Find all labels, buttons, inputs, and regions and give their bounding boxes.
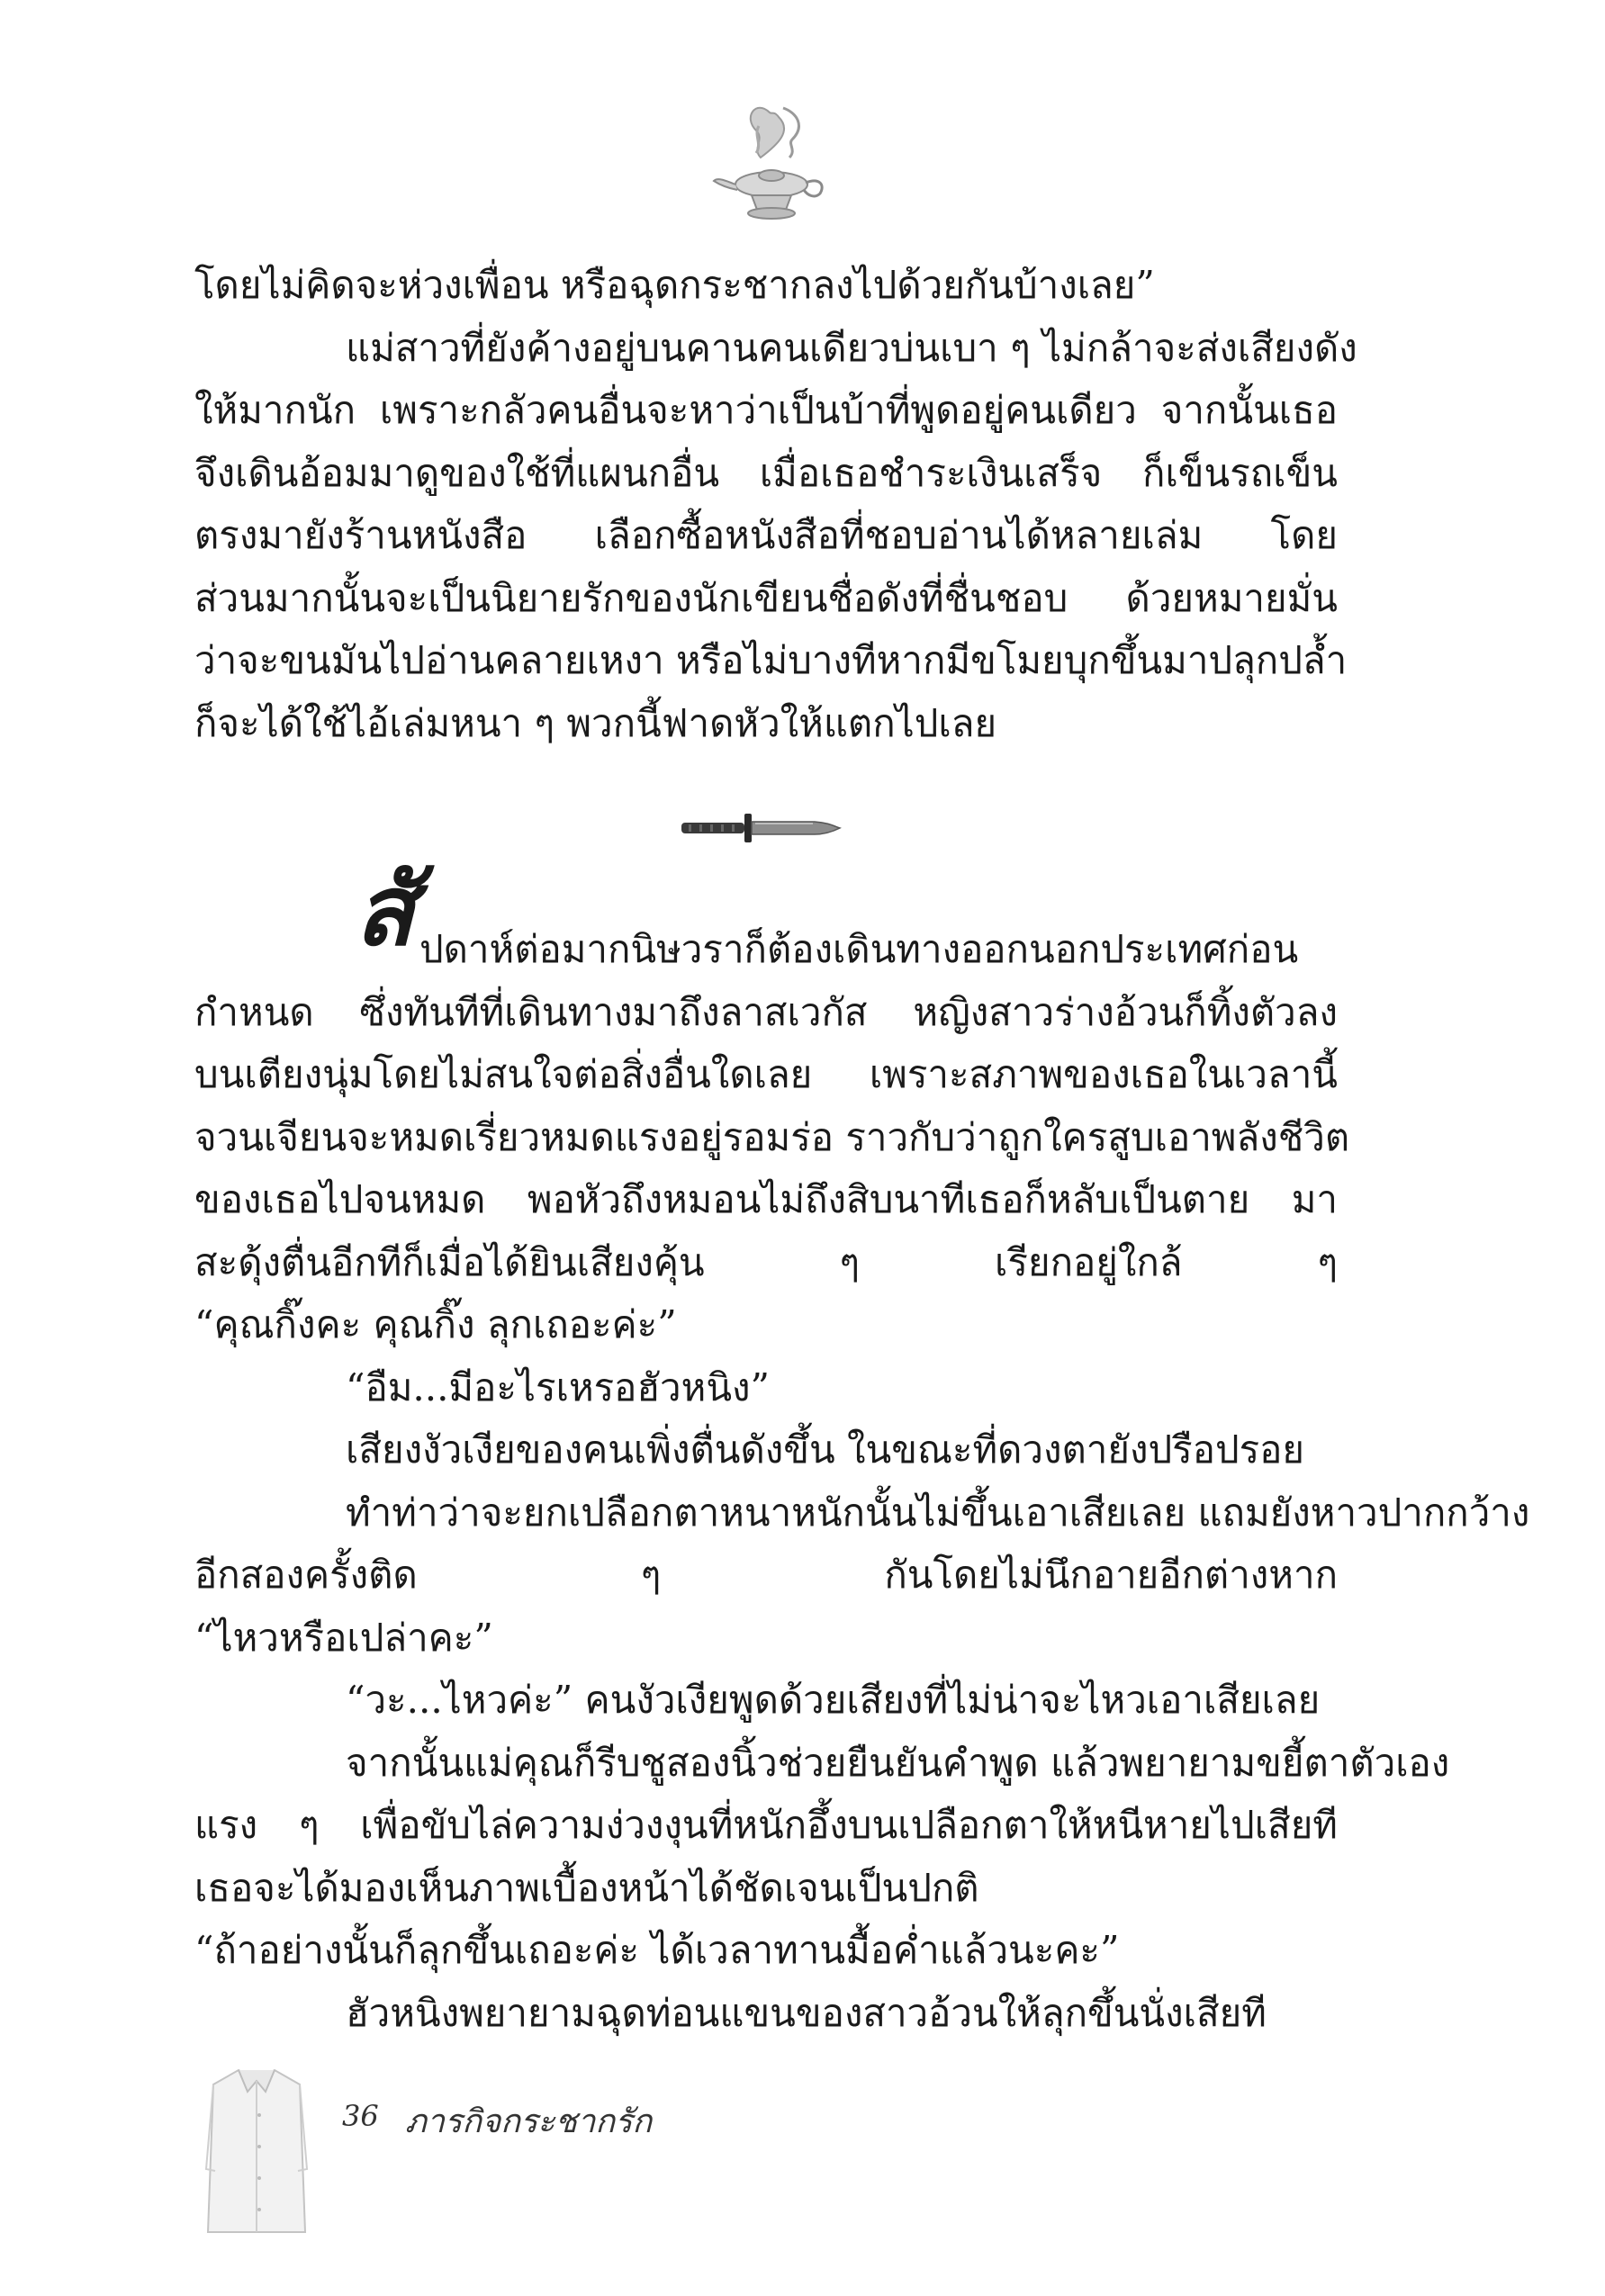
text-line: แรง ๆ เพื่อขับไล่ความง่วงงุนที่หนักอึ้งบนเปลือกตาให้หนีหายไปเสียที <box>194 1803 1338 1847</box>
text-line: บนเตียงนุ่มโดยไม่สนใจต่อสิ่งอื่นใดเลย เพราะสภาพของเธอในเวลานี้ <box>194 1052 1338 1096</box>
shirt-icon <box>203 2061 311 2241</box>
text-line: ของเธอไปจนหมด พอหัวถึงหมอนไม่ถึงสิบนาทีเธอก็หลับเป็นตาย มา <box>194 1177 1338 1221</box>
text-line: “คุณกิ๊งคะ คุณกิ๊ง ลุกเถอะค่ะ” <box>194 1302 677 1346</box>
drop-cap: สั <box>355 854 414 968</box>
text-line: จึงเดินอ้อมมาดูของใช้ที่แผนกอื่น เมื่อเธอชำระเงินเสร็จ ก็เข็นรถเข็น <box>194 450 1338 495</box>
text-line: ส่วนมากนั้นจะเป็นนิยายรักของนักเขียนชื่อดังที่ชื่นชอบ ด้วยหมายมั่น <box>194 575 1338 620</box>
knife-icon <box>680 810 842 846</box>
dialogue-line: เสียงงัวเงียของคนเพิ่งตื่นดังขึ้น ในขณะที่ดวงตายังปรือปรอย <box>346 1427 1304 1472</box>
text-line: ให้มากนัก เพราะกลัวคนอื่นจะหาว่าเป็นบ้าที่พูดอยู่คนเดียว จากนั้นเธอ <box>194 388 1338 432</box>
page-number: 36 <box>342 2099 379 2133</box>
text-line: เธอจะได้มองเห็นภาพเบื้องหน้าได้ชัดเจนเป็นปกติ <box>194 1865 979 1910</box>
text-line: ว่าจะขนมันไปอ่านคลายเหงา หรือไม่บางทีหากมีขโมยบุกขึ้นมาปลุกปล้ำ <box>194 638 1348 682</box>
text-line: “ถ้าอย่างนั้นก็ลุกขึ้นเถอะค่ะ ได้เวลาทานมื้อค่ำแล้วนะคะ” <box>194 1928 1120 1972</box>
text-line: อีกสองครั้งติด ๆ กันโดยไม่นึกอายอีกต่างหาก <box>194 1553 1338 1597</box>
text-line: ตรงมายังร้านหนังสือ เลือกซื้อหนังสือที่ชอบอ่านได้หลายเล่ม โดย <box>194 513 1338 557</box>
text-line: กำหนด ซึ่งทันทีที่เดินทางมาถึงลาสเวกัส หญิงสาวร่างอ้วนก็ทิ้งตัวลง <box>194 989 1338 1034</box>
text-line: สะดุ้งตื่นอีกทีก็เมื่อได้ยินเสียงคุ้น ๆ เรียกอยู่ใกล้ ๆ <box>194 1239 1338 1284</box>
paragraph-block-2 <box>194 854 1530 2107</box>
dialogue-line: “วะ...ไหวค่ะ” คนงัวเงียพูดด้วยเสียงที่ไม่น่าจะไหวเอาเสียเลย <box>346 1678 1321 1722</box>
text-line: ก็จะได้ใช้ไอ้เล่มหนา ๆ พวกนี้ฟาดหัวให้แตกไปเลย <box>194 700 997 745</box>
text-line: ปดาห์ต่อมากนิษวราก็ต้องเดินทางออกนอกประเทศก่อน <box>419 927 1299 971</box>
text-line: ทำท่าว่าจะยกเปลือกตาหนาหนักนั้นไม่ขึ้นเอาเสียเลย แถมยังหาวปากกว้าง <box>346 1490 1530 1535</box>
dropcap-line <box>194 854 1338 981</box>
dialogue-line: “อืม...มีอะไรเหรอฮัวหนิง” <box>346 1364 771 1409</box>
text-line: โดยไม่คิดจะห่วงเพื่อน หรือฉุดกระชากลงไปด้วยกันบ้างเลย” <box>194 263 1155 307</box>
text-line: จวนเจียนจะหมดเรี่ยวหมดแรงอยู่รอมร่อ ราวกับว่าถูกใครสูบเอาพลังชีวิต <box>194 1114 1350 1159</box>
text-line: “ไหวหรือเปล่าคะ” <box>194 1615 493 1660</box>
book-title: ภารกิจกระชากรัก <box>405 2103 653 2140</box>
dialogue-line: ฮัวหนิงพยายามฉุดท่อนแขนของสาวอ้วนให้ลุกขึ้นนั่งเสียที <box>346 1990 1267 2035</box>
magic-lamp-icon <box>707 95 833 230</box>
text-line: แม่สาวที่ยังค้างอยู่บนคานคนเดียวบ่นเบา ๆ ไม่กล้าจะส่งเสียงดัง <box>346 325 1357 370</box>
dialogue-line: จากนั้นแม่คุณก็รีบชูสองนิ้วช่วยยืนยันคำพูด แล้วพยายามขยี้ตาตัวเอง <box>346 1740 1450 1785</box>
page-footer <box>203 2061 707 2241</box>
paragraph-block-1 <box>194 254 1357 754</box>
